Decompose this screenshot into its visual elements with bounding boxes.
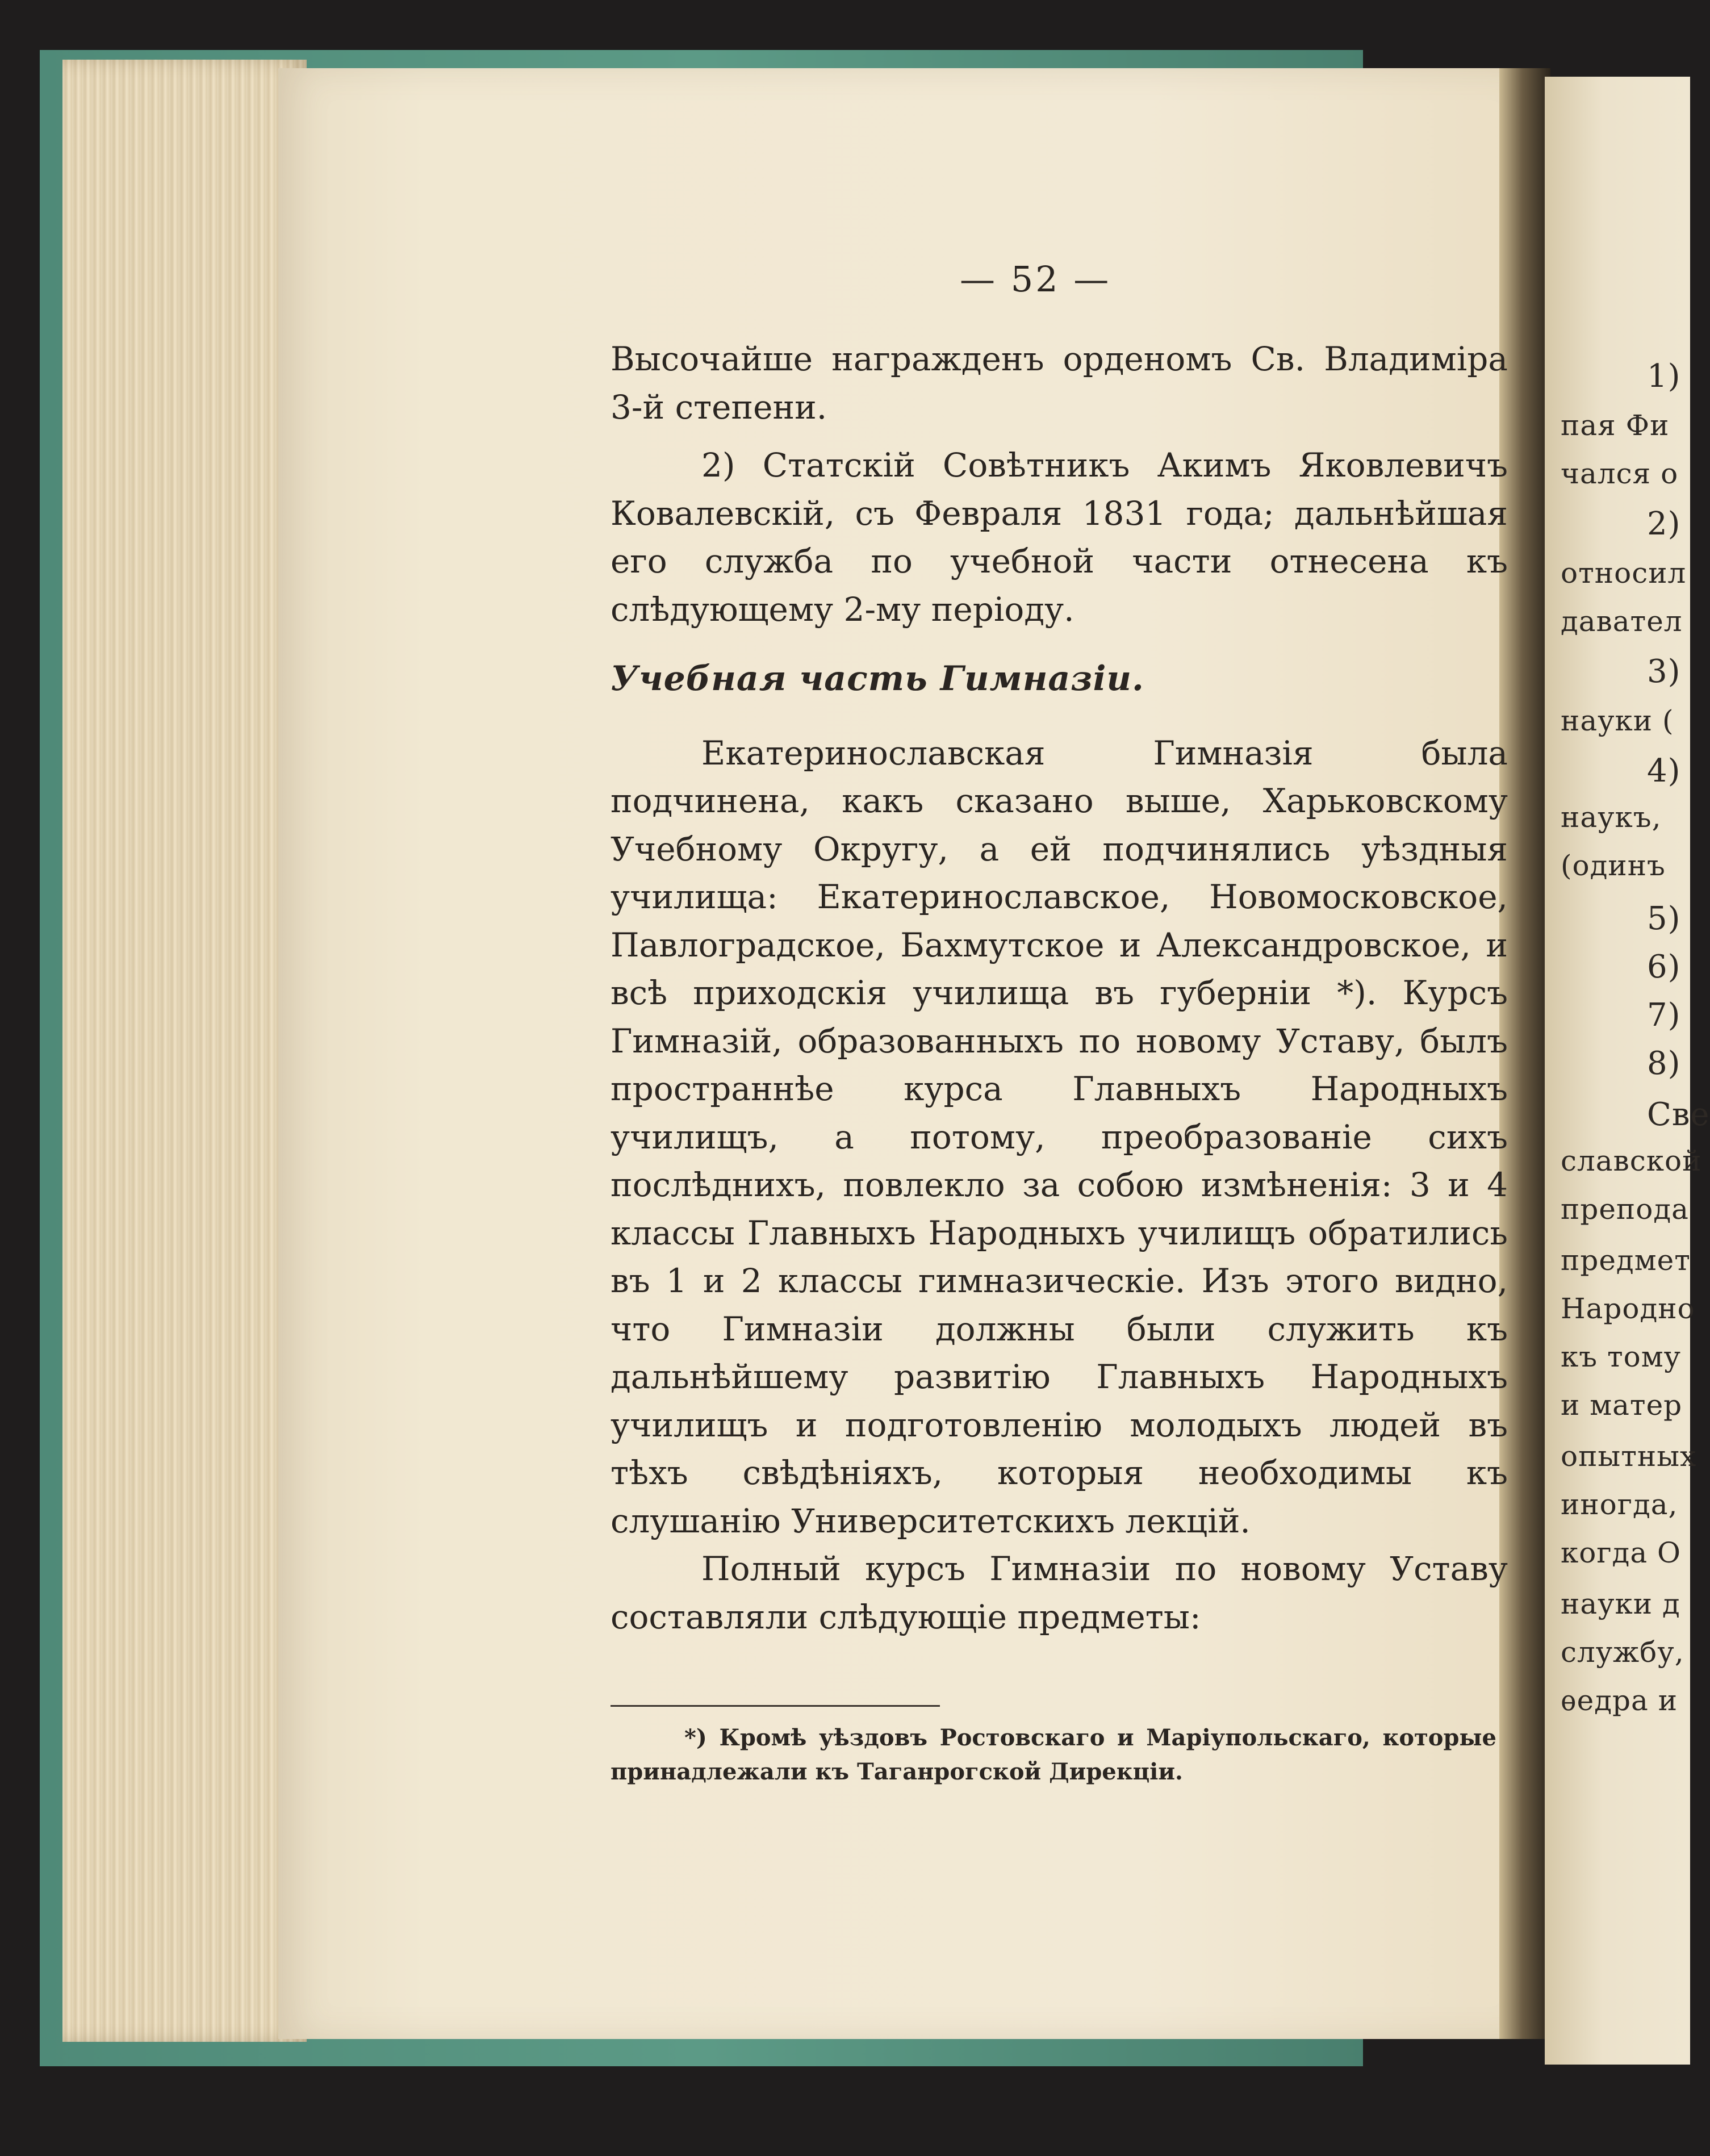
paragraph: Екатеринославская Гимназія была подчинена, какъ сказано выше, Харьковскому Учебному Округу, а ей подчинялись уѣздныя училища: Екатеринославское, Новомосковское, Павлоградское, Бахмутское и Александровское, и всѣ приходскія училища въ губерніи *). Курсъ Гимназій, образованныхъ по новому Уставу, былъ пространнѣе курса Главныхъ Народныхъ училищъ, а потому, преобразованіе сихъ послѣднихъ, повлекло за собою измѣненія: 3 и 4 классы Главныхъ Народныхъ училищъ обратились въ 1 и 2 классы гимназическіе. Изъ этого видно, что Гимназіи должны были служить къ дальнѣйшему развитію Главныхъ Народныхъ училищъ и подготовленію молодыхъ людей въ тѣхъ свѣдѣніяхъ, которыя необходимы къ слушанію Университетскихъ лекцій.: [611, 733, 1508, 1540]
facing-line: славской: [1561, 1144, 1702, 1177]
facing-line: пая Фи: [1561, 409, 1670, 442]
facing-line: къ тому: [1561, 1340, 1682, 1373]
main-text: [611, 335, 1508, 1641]
facing-line: 5): [1647, 900, 1681, 937]
page-edges: [62, 60, 307, 2042]
paragraph: 2) Статскій Совѣтникъ Акимъ Яковлевичъ Ковалевскій, съ Февраля 1831 года; дальнѣйшая его служба по учебной части отнесена къ слѣдующему 2-му періоду.: [611, 446, 1508, 629]
facing-line: когда О: [1561, 1536, 1682, 1569]
facing-line: 8): [1647, 1045, 1681, 1082]
facing-line: давател: [1561, 605, 1683, 638]
facing-line: опытных: [1561, 1440, 1697, 1473]
facing-line: 6): [1647, 949, 1681, 985]
page-number: — 52 —: [960, 258, 1111, 300]
facing-line: 7): [1647, 997, 1681, 1034]
facing-line: ѳедра и: [1561, 1684, 1678, 1717]
paragraph: Высочайше награжденъ орденомъ Св. Владиміра 3-й степени.: [611, 340, 1508, 427]
footnote-rule: [611, 1705, 940, 1707]
facing-line: препода: [1561, 1193, 1689, 1226]
facing-line: предмет: [1561, 1244, 1691, 1277]
paragraph: Полный курсъ Гимназіи по новому Уставу составляли слѣдующіе предметы:: [611, 1549, 1508, 1636]
facing-line: Народно: [1561, 1292, 1695, 1325]
facing-line: науки (: [1561, 704, 1674, 737]
facing-line: Све: [1647, 1096, 1710, 1133]
facing-line: и матер: [1561, 1389, 1683, 1422]
facing-line: чался о: [1561, 457, 1679, 490]
facing-line: (одинъ: [1561, 849, 1666, 882]
facing-line: 4): [1647, 753, 1681, 789]
facing-line: науки д: [1561, 1587, 1680, 1620]
facing-line: наукъ,: [1561, 801, 1662, 834]
facing-line: 2): [1647, 505, 1681, 542]
facing-line: относил: [1561, 557, 1687, 590]
facing-line: 3): [1647, 653, 1681, 690]
facing-line: службу,: [1561, 1636, 1684, 1669]
facing-page: [1545, 77, 1710, 2065]
section-heading: Учебная часть Гимназіи.: [611, 659, 1144, 699]
facing-line: иногда,: [1561, 1488, 1678, 1521]
footnote: *) Кромѣ уѣздовъ Ростовскаго и Маріупольскаго, которые принадлежали къ Таганрогской Дирекціи.: [611, 1724, 1496, 1785]
facing-line: 1): [1647, 358, 1681, 395]
